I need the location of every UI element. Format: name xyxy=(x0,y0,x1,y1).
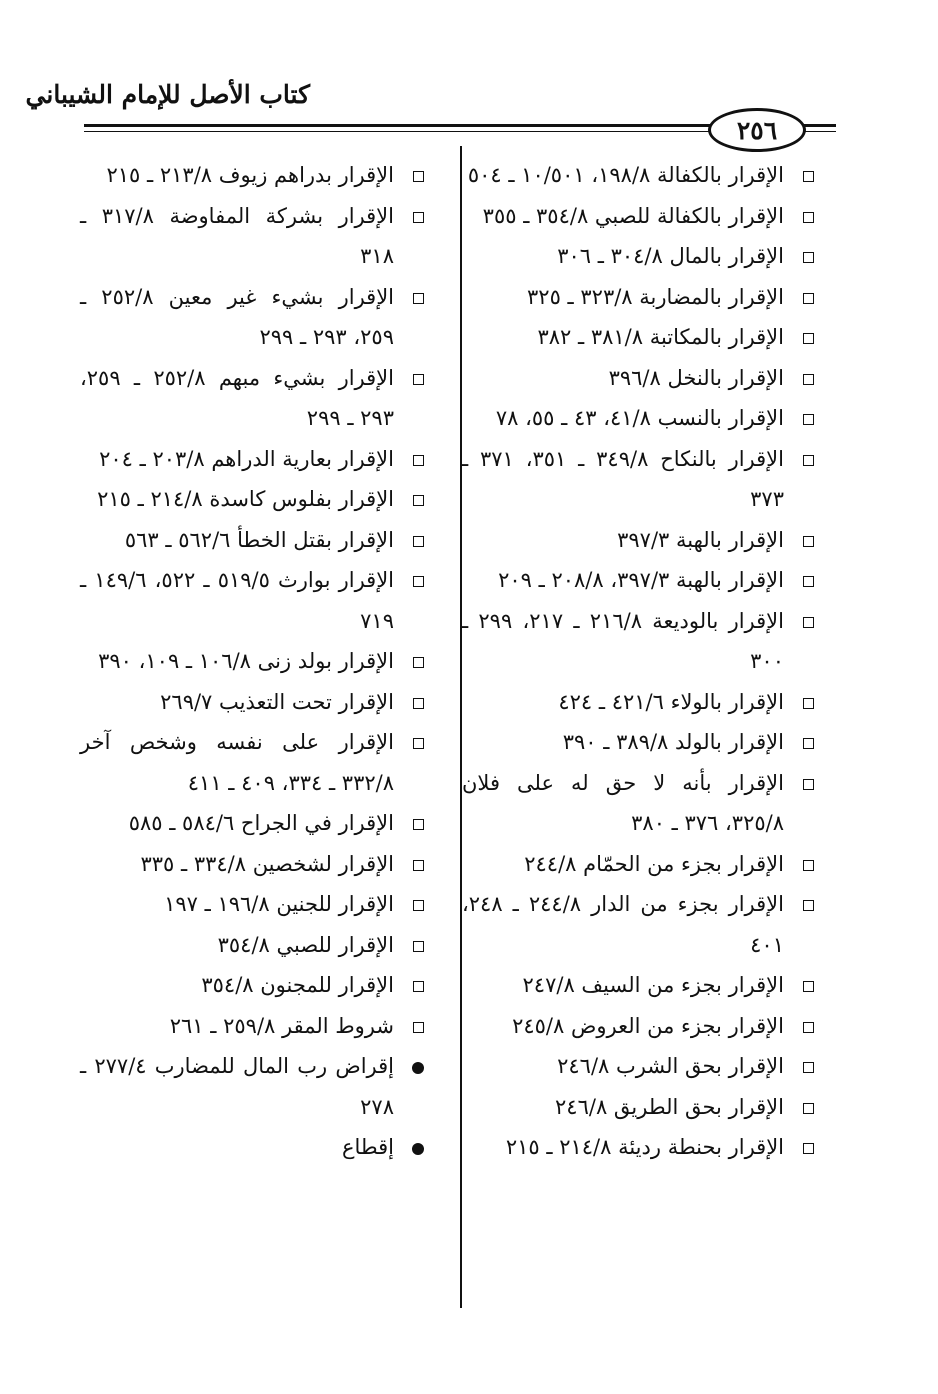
bullet-square-icon xyxy=(402,722,424,763)
index-entry xyxy=(462,317,814,358)
index-column-right xyxy=(462,155,814,1168)
index-entry xyxy=(80,358,424,439)
bullet-square-icon xyxy=(402,196,424,237)
index-entry xyxy=(80,560,424,641)
bullet-square-icon xyxy=(792,682,814,723)
index-entry xyxy=(80,844,424,885)
index-entry xyxy=(462,1127,814,1168)
bullet-square-icon xyxy=(402,641,424,682)
index-entry xyxy=(80,1046,424,1127)
index-entry xyxy=(462,277,814,318)
bullet-square-icon xyxy=(792,763,814,804)
index-entry xyxy=(462,763,814,844)
index-entry-text: الإقرار بالمال ٣٠٤/٨ ـ ٣٠٦ xyxy=(557,244,784,268)
bullet-square-icon xyxy=(402,560,424,601)
index-entry-text: الإقرار بالنكاح ٣٤٩/٨ ـ ٣٥١، ٣٧١ ـ ٣٧٣ xyxy=(462,446,784,511)
index-entry xyxy=(462,1006,814,1047)
index-entry-text: الإقرار لشخصين ٣٣٤/٨ ـ ٣٣٥ xyxy=(140,851,394,876)
index-entry-text: الإقرار بأنه لا حق له على فلان ٣٢٥/٨، ٣٧٦ ـ ٣٨٠ xyxy=(462,770,784,835)
bullet-square-icon xyxy=(402,358,424,399)
bullet-square-icon xyxy=(402,884,424,925)
index-entry xyxy=(462,844,814,885)
index-entry xyxy=(462,439,814,520)
bullet-square-icon xyxy=(792,398,814,439)
bullet-dot-icon xyxy=(402,1127,424,1168)
index-entry-text: الإقرار بالولد ٣٨٩/٨ ـ ٣٩٠ xyxy=(562,730,784,754)
bullet-square-icon xyxy=(792,1046,814,1087)
bullet-square-icon xyxy=(402,479,424,520)
index-entry-text: إقطاع xyxy=(341,1135,394,1159)
index-entry-text: الإقرار بشيء مبهم ٢٥٢/٨ ـ ٢٥٩، ٢٩٣ ـ ٢٩٩ xyxy=(80,365,394,430)
index-entry-text: الإقرار على نفسه وشخص آخر ٣٣٢/٨ ـ ٣٣٤، ٤٠٩ ـ ٤١١ xyxy=(80,730,394,795)
index-entry-text: الإقرار بعارية الدراهم ٢٠٣/٨ ـ ٢٠٤ xyxy=(99,446,394,471)
bullet-square-icon xyxy=(792,277,814,318)
index-entry-text: الإقرار بحق الطريق ٢٤٦/٨ xyxy=(555,1094,784,1119)
index-entry-text: الإقرار بالوديعة ٢١٦/٨ ـ ٢١٧، ٢٩٩ ـ ٣٠٠ xyxy=(462,608,784,673)
bullet-square-icon xyxy=(402,1006,424,1047)
index-entry xyxy=(80,925,424,966)
index-entry-text: إقراض رب المال للمضارب ٢٧٧/٤ ـ ٢٧٨ xyxy=(80,1054,394,1119)
bullet-square-icon xyxy=(792,560,814,601)
index-entry-text: الإقرار تحت التعذيب ٢٦٩/٧ xyxy=(160,689,394,714)
index-entry xyxy=(80,722,424,803)
index-entry-text: الإقرار بحنطة رديئة ٢١٤/٨ ـ ٢١٥ xyxy=(505,1135,784,1159)
index-entry-text: الإقرار بالمضاربة ٣٢٣/٨ ـ ٣٢٥ xyxy=(527,284,784,309)
index-entry-text: الإقرار للمجنون ٣٥٤/٨ xyxy=(201,973,394,997)
index-entry xyxy=(80,155,424,196)
index-entry-text: الإقرار بفلوس كاسدة ٢١٤/٨ ـ ٢١٥ xyxy=(97,487,394,511)
index-entry xyxy=(462,884,814,965)
index-entry xyxy=(80,682,424,723)
bullet-square-icon xyxy=(792,722,814,763)
bullet-square-icon xyxy=(402,520,424,561)
index-entry-text: الإقرار بالهبة ٣٩٧/٣ xyxy=(617,527,784,552)
index-entry xyxy=(462,560,814,601)
bullet-square-icon xyxy=(402,155,424,196)
bullet-square-icon xyxy=(792,1127,814,1168)
index-entry-text: الإقرار بالنسب ٤١/٨، ٤٣ ـ ٥٥، ٧٨ xyxy=(495,406,784,430)
index-entry-text: الإقرار بقتل الخطأ ٥٦٢/٦ ـ ٥٦٣ xyxy=(124,527,394,552)
bullet-square-icon xyxy=(792,965,814,1006)
bullet-square-icon xyxy=(792,601,814,642)
index-entry-text: الإقرار بالهبة ٣٩٧/٣، ٢٠٨/٨ ـ ٢٠٩ xyxy=(498,568,784,592)
index-entry xyxy=(80,439,424,480)
index-entry xyxy=(80,1127,424,1168)
page-number-badge xyxy=(708,108,806,152)
index-entry xyxy=(80,884,424,925)
index-entry-text: الإقرار بشيء غير معين ٢٥٢/٨ ـ ٢٥٩، ٢٩٣ ـ ٢٩٩ xyxy=(80,284,395,349)
index-entry-text: الإقرار بجزء من العروض ٢٤٥/٨ xyxy=(512,1013,784,1038)
bullet-square-icon xyxy=(402,439,424,480)
index-entry xyxy=(80,641,424,682)
index-entry xyxy=(80,196,424,277)
bullet-square-icon xyxy=(402,682,424,723)
index-entry xyxy=(462,1087,814,1128)
index-entry xyxy=(462,196,814,237)
index-entry xyxy=(80,520,424,561)
index-entry xyxy=(462,398,814,439)
index-entry-text: الإقرار بجزء من السيف ٢٤٧/٨ xyxy=(522,973,784,997)
index-entry-text: الإقرار بحق الشرب ٢٤٦/٨ xyxy=(557,1054,784,1078)
index-entry xyxy=(462,358,814,399)
index-entry-text: الإقرار للجنين ١٩٦/٨ ـ ١٩٧ xyxy=(164,892,394,916)
index-entry-text: الإقرار بالنخل ٣٩٦/٨ xyxy=(608,365,784,390)
index-entry-text: شروط المقر ٢٥٩/٨ ـ ٢٦١ xyxy=(169,1013,394,1038)
index-entry-text: الإقرار بدراهم زيوف ٢١٣/٨ ـ ٢١٥ xyxy=(106,163,394,187)
index-entry xyxy=(462,965,814,1006)
bullet-square-icon xyxy=(792,1087,814,1128)
bullet-square-icon xyxy=(792,520,814,561)
index-entry-text: الإقرار في الجراح ٥٨٤/٦ ـ ٥٨٥ xyxy=(128,811,394,835)
page-number: ٢٥٦ xyxy=(736,115,778,145)
index-entry xyxy=(462,520,814,561)
index-entry xyxy=(462,722,814,763)
index-column-left xyxy=(80,155,424,1168)
index-entry xyxy=(462,601,814,682)
index-entry xyxy=(80,1006,424,1047)
index-entry-text: الإقرار بشركة المفاوضة ٣١٧/٨ ـ ٣١٨ xyxy=(80,203,394,268)
index-entry xyxy=(80,803,424,844)
index-entry xyxy=(462,155,814,196)
bullet-dot-icon xyxy=(402,1046,424,1087)
bullet-square-icon xyxy=(792,358,814,399)
index-entry xyxy=(462,682,814,723)
bullet-square-icon xyxy=(402,277,424,318)
bullet-square-icon xyxy=(402,925,424,966)
index-entry xyxy=(80,277,424,358)
index-entry-text: الإقرار بولد زنى ١٠٦/٨ ـ ١٠٩، ٣٩٠ xyxy=(98,649,394,673)
index-entry xyxy=(462,1046,814,1087)
index-entry-text: الإقرار بالكفالة للصبي ٣٥٤/٨ ـ ٣٥٥ xyxy=(482,203,784,228)
index-entry-text: الإقرار بالولاء ٤٢١/٦ ـ ٤٢٤ xyxy=(558,689,784,714)
index-entry-text: الإقرار بوارث ٥١٩/٥ ـ ٥٢٢، ١٤٩/٦ ـ ٧١٩ xyxy=(80,568,395,633)
index-entry xyxy=(462,236,814,277)
bullet-square-icon xyxy=(402,965,424,1006)
index-entry-text: الإقرار بالمكاتبة ٣٨١/٨ ـ ٣٨٢ xyxy=(537,325,784,349)
bullet-square-icon xyxy=(402,803,424,844)
bullet-square-icon xyxy=(792,196,814,237)
bullet-square-icon xyxy=(792,317,814,358)
index-entry-text: الإقرار للصبي ٣٥٤/٨ xyxy=(217,932,394,957)
index-entry-text: الإقرار بالكفالة ١٩٨/٨، ١٠/٥٠١ ـ ٥٠٤ xyxy=(467,163,784,187)
index-entry-text: الإقرار بجزء من الدار ٢٤٤/٨ ـ ٢٤٨، ٤٠١ xyxy=(462,892,784,957)
bullet-square-icon xyxy=(792,884,814,925)
index-entry xyxy=(80,965,424,1006)
bullet-square-icon xyxy=(402,844,424,885)
bullet-square-icon xyxy=(792,844,814,885)
book-title: كتاب الأصل للإمام الشيباني xyxy=(25,80,310,109)
index-entry xyxy=(80,479,424,520)
bullet-square-icon xyxy=(792,155,814,196)
bullet-square-icon xyxy=(792,236,814,277)
index-entry-text: الإقرار بجزء من الحمّام ٢٤٤/٨ xyxy=(524,851,784,876)
bullet-square-icon xyxy=(792,439,814,480)
bullet-square-icon xyxy=(792,1006,814,1047)
